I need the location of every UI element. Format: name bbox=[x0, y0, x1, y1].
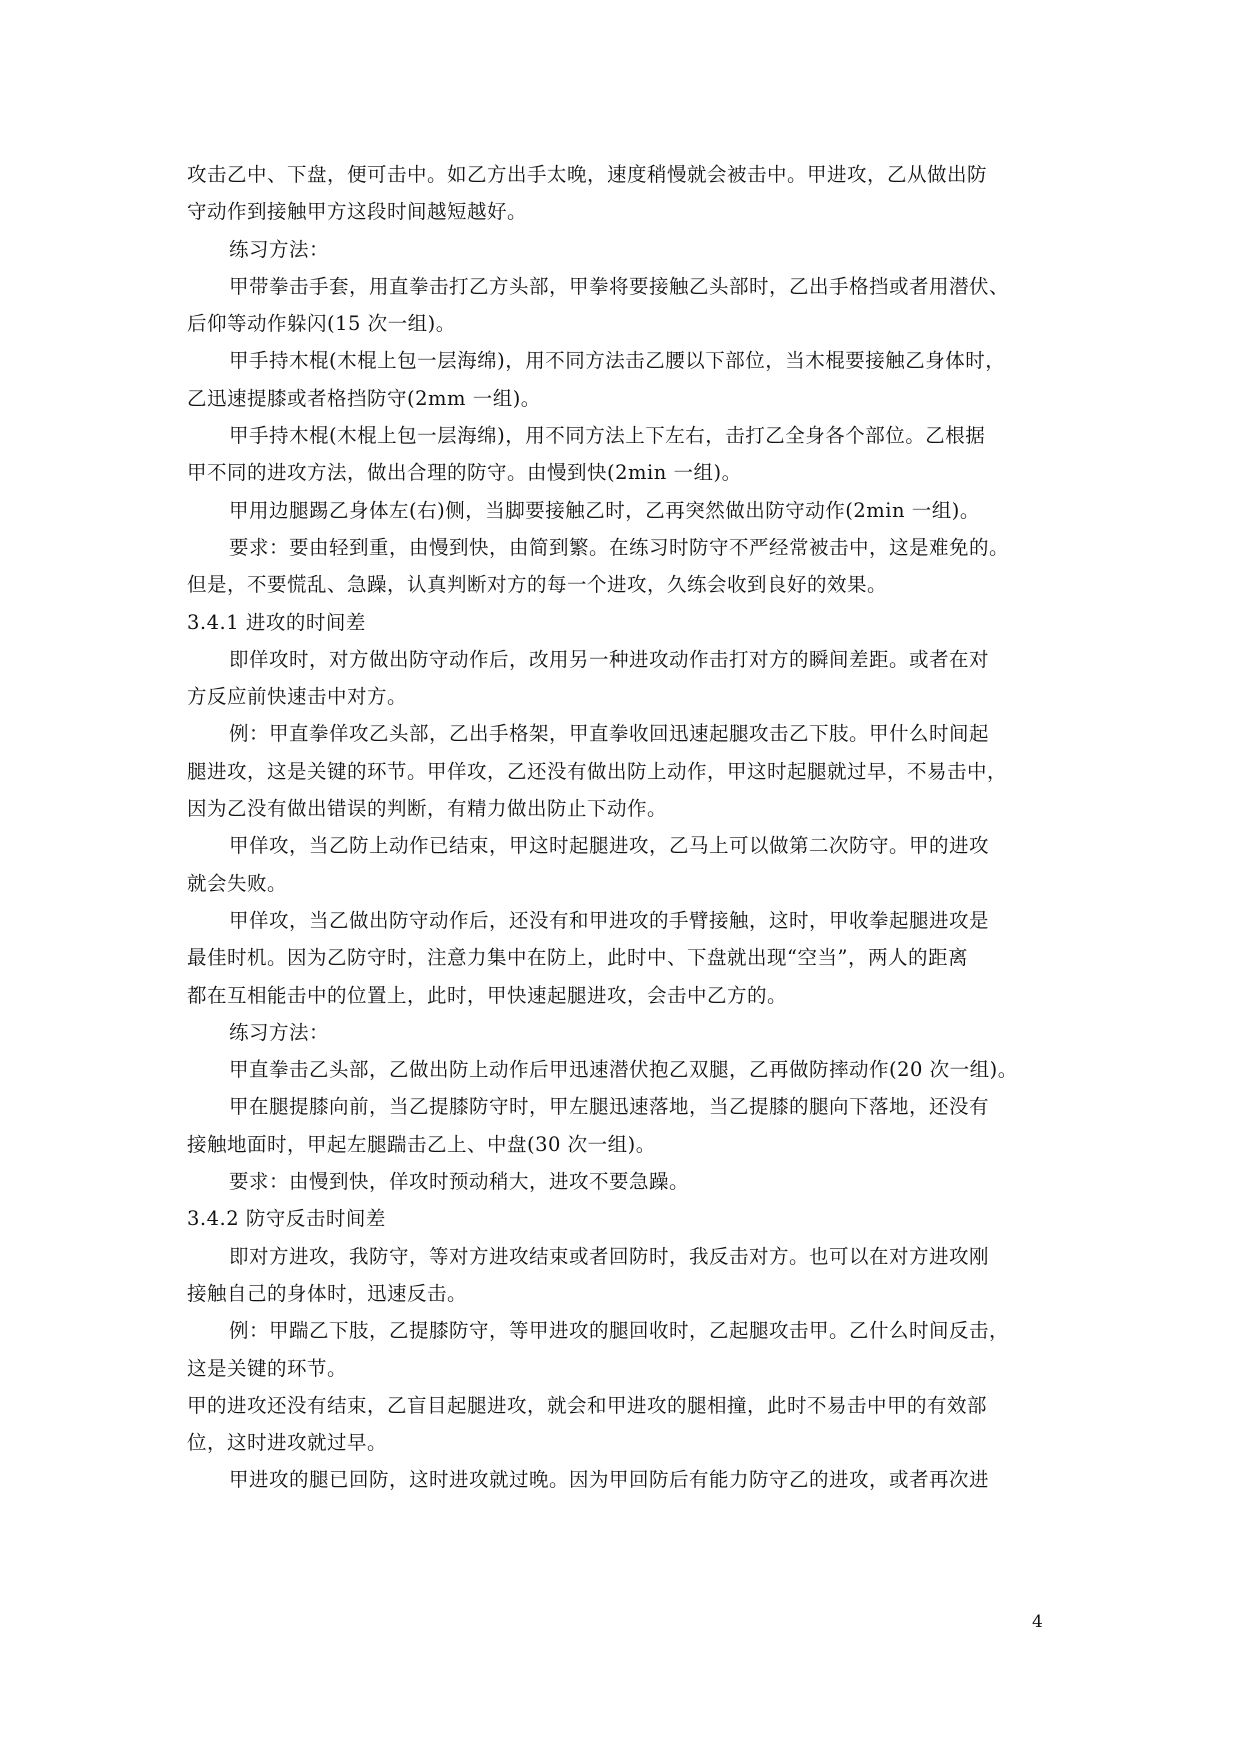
text-line: 都在互相能击中的位置上，此时，甲快速起腿进攻，会击中乙方的。 bbox=[187, 983, 788, 1007]
text-line: 甲佯攻，当乙做出防守动作后，还没有和甲进攻的手臂接触，这时，甲收拳起腿进攻是 bbox=[229, 908, 990, 932]
section-heading: 3.4.2 防守反击时间差 bbox=[187, 1207, 386, 1231]
text-line: 后仰等动作躲闪(15 次一组)。 bbox=[187, 312, 456, 336]
text-line: 甲在腿提膝向前，当乙提膝防守时，甲左腿迅速落地，当乙提膝的腿向下落地，还没有 bbox=[229, 1095, 990, 1119]
text-line: 因为乙没有做出错误的判断，有精力做出防止下动作。 bbox=[187, 797, 668, 821]
text-line: 例：甲踹乙下肢，乙提膝防守，等甲进攻的腿回收时，乙起腿攻击甲。乙什么时间反击， bbox=[229, 1319, 1010, 1343]
text-line: 甲用边腿踢乙身体左(右)侧，当脚要接触乙时，乙再突然做出防守动作(2min 一组)。 bbox=[229, 498, 980, 522]
text-line: 但是，不要慌乱、急躁，认真判断对方的每一个进攻，久练会收到良好的效果。 bbox=[187, 573, 888, 597]
text-line: 乙迅速提膝或者格挡防守(2mm 一组)。 bbox=[187, 386, 541, 410]
section-heading: 3.4.1 进攻的时间差 bbox=[187, 610, 366, 634]
text-line: 即对方进攻，我防守，等对方进攻结束或者回防时，我反击对方。也可以在对方进攻刚 bbox=[229, 1244, 990, 1268]
text-line: 甲佯攻，当乙防上动作已结束，甲这时起腿进攻，乙马上可以做第二次防守。甲的进攻 bbox=[229, 834, 990, 858]
text-line: 甲带拳击手套，用直拳击打乙方头部，甲拳将要接触乙头部时，乙出手格挡或者用潜伏、 bbox=[229, 274, 1010, 298]
text-line: 即佯攻时，对方做出防守动作后，改用另一种进攻动作击打对方的瞬间差距。或者在对 bbox=[229, 647, 990, 671]
body-text bbox=[187, 156, 1055, 1499]
text-line: 甲手持木棍(木棍上包一层海绵)，用不同方法上下左右，击打乙全身各个部位。乙根据 bbox=[229, 424, 986, 448]
text-line: 守动作到接触甲方这段时间越短越好。 bbox=[187, 200, 528, 224]
text-line: 最佳时机。因为乙防守时，注意力集中在防上，此时中、下盘就出现“空当”，两人的距离 bbox=[187, 946, 968, 970]
text-line: 方反应前快速击中对方。 bbox=[187, 685, 408, 709]
text-line: 这是关键的环节。 bbox=[187, 1356, 348, 1380]
text-line: 腿进攻，这是关键的环节。甲佯攻，乙还没有做出防上动作，甲这时起腿就过早，不易击中， bbox=[187, 759, 1008, 783]
text-line: 就会失败。 bbox=[187, 871, 288, 895]
page-number: 4 bbox=[1032, 1612, 1043, 1632]
text-line: 攻击乙中、下盘，便可击中。如乙方出手太晚，速度稍慢就会被击中。甲进攻，乙从做出防 bbox=[187, 163, 988, 186]
text-line: 例：甲直拳佯攻乙头部，乙出手格架，甲直拳收回迅速起腿攻击乙下肢。甲什么时间起 bbox=[229, 722, 990, 746]
text-line: 接触自己的身体时，迅速反击。 bbox=[187, 1281, 468, 1305]
text-line: 位，这时进攻就过早。 bbox=[187, 1431, 388, 1455]
text-line: 练习方法： bbox=[229, 237, 330, 261]
text-line: 甲手持木棍(木棍上包一层海绵)，用不同方法击乙腰以下部位，当木棍要接触乙身体时， bbox=[229, 349, 1006, 373]
text-line: 要求：要由轻到重，由慢到快，由简到繁。在练习时防守不严经常被击中，这是难免的。 bbox=[229, 535, 1010, 559]
text-line: 甲进攻的腿已回防，这时进攻就过晚。因为甲回防后有能力防守乙的进攻，或者再次进 bbox=[229, 1468, 990, 1492]
text-line: 要求：由慢到快，佯攻时预动稍大，进攻不要急躁。 bbox=[229, 1170, 690, 1194]
text-line: 甲直拳击乙头部，乙做出防上动作后甲迅速潜伏抱乙双腿，乙再做防摔动作(20 次一组)。 bbox=[229, 1058, 1018, 1082]
text-line: 练习方法： bbox=[229, 1020, 330, 1044]
text-line: 甲不同的进攻方法，做出合理的防守。由慢到快(2min 一组)。 bbox=[187, 461, 742, 485]
text-line: 接触地面时，甲起左腿踹击乙上、中盘(30 次一组)。 bbox=[187, 1132, 656, 1156]
text-line: 甲的进攻还没有结束，乙盲目起腿进攻，就会和甲进攻的腿相撞，此时不易击中甲的有效部 bbox=[187, 1393, 988, 1417]
